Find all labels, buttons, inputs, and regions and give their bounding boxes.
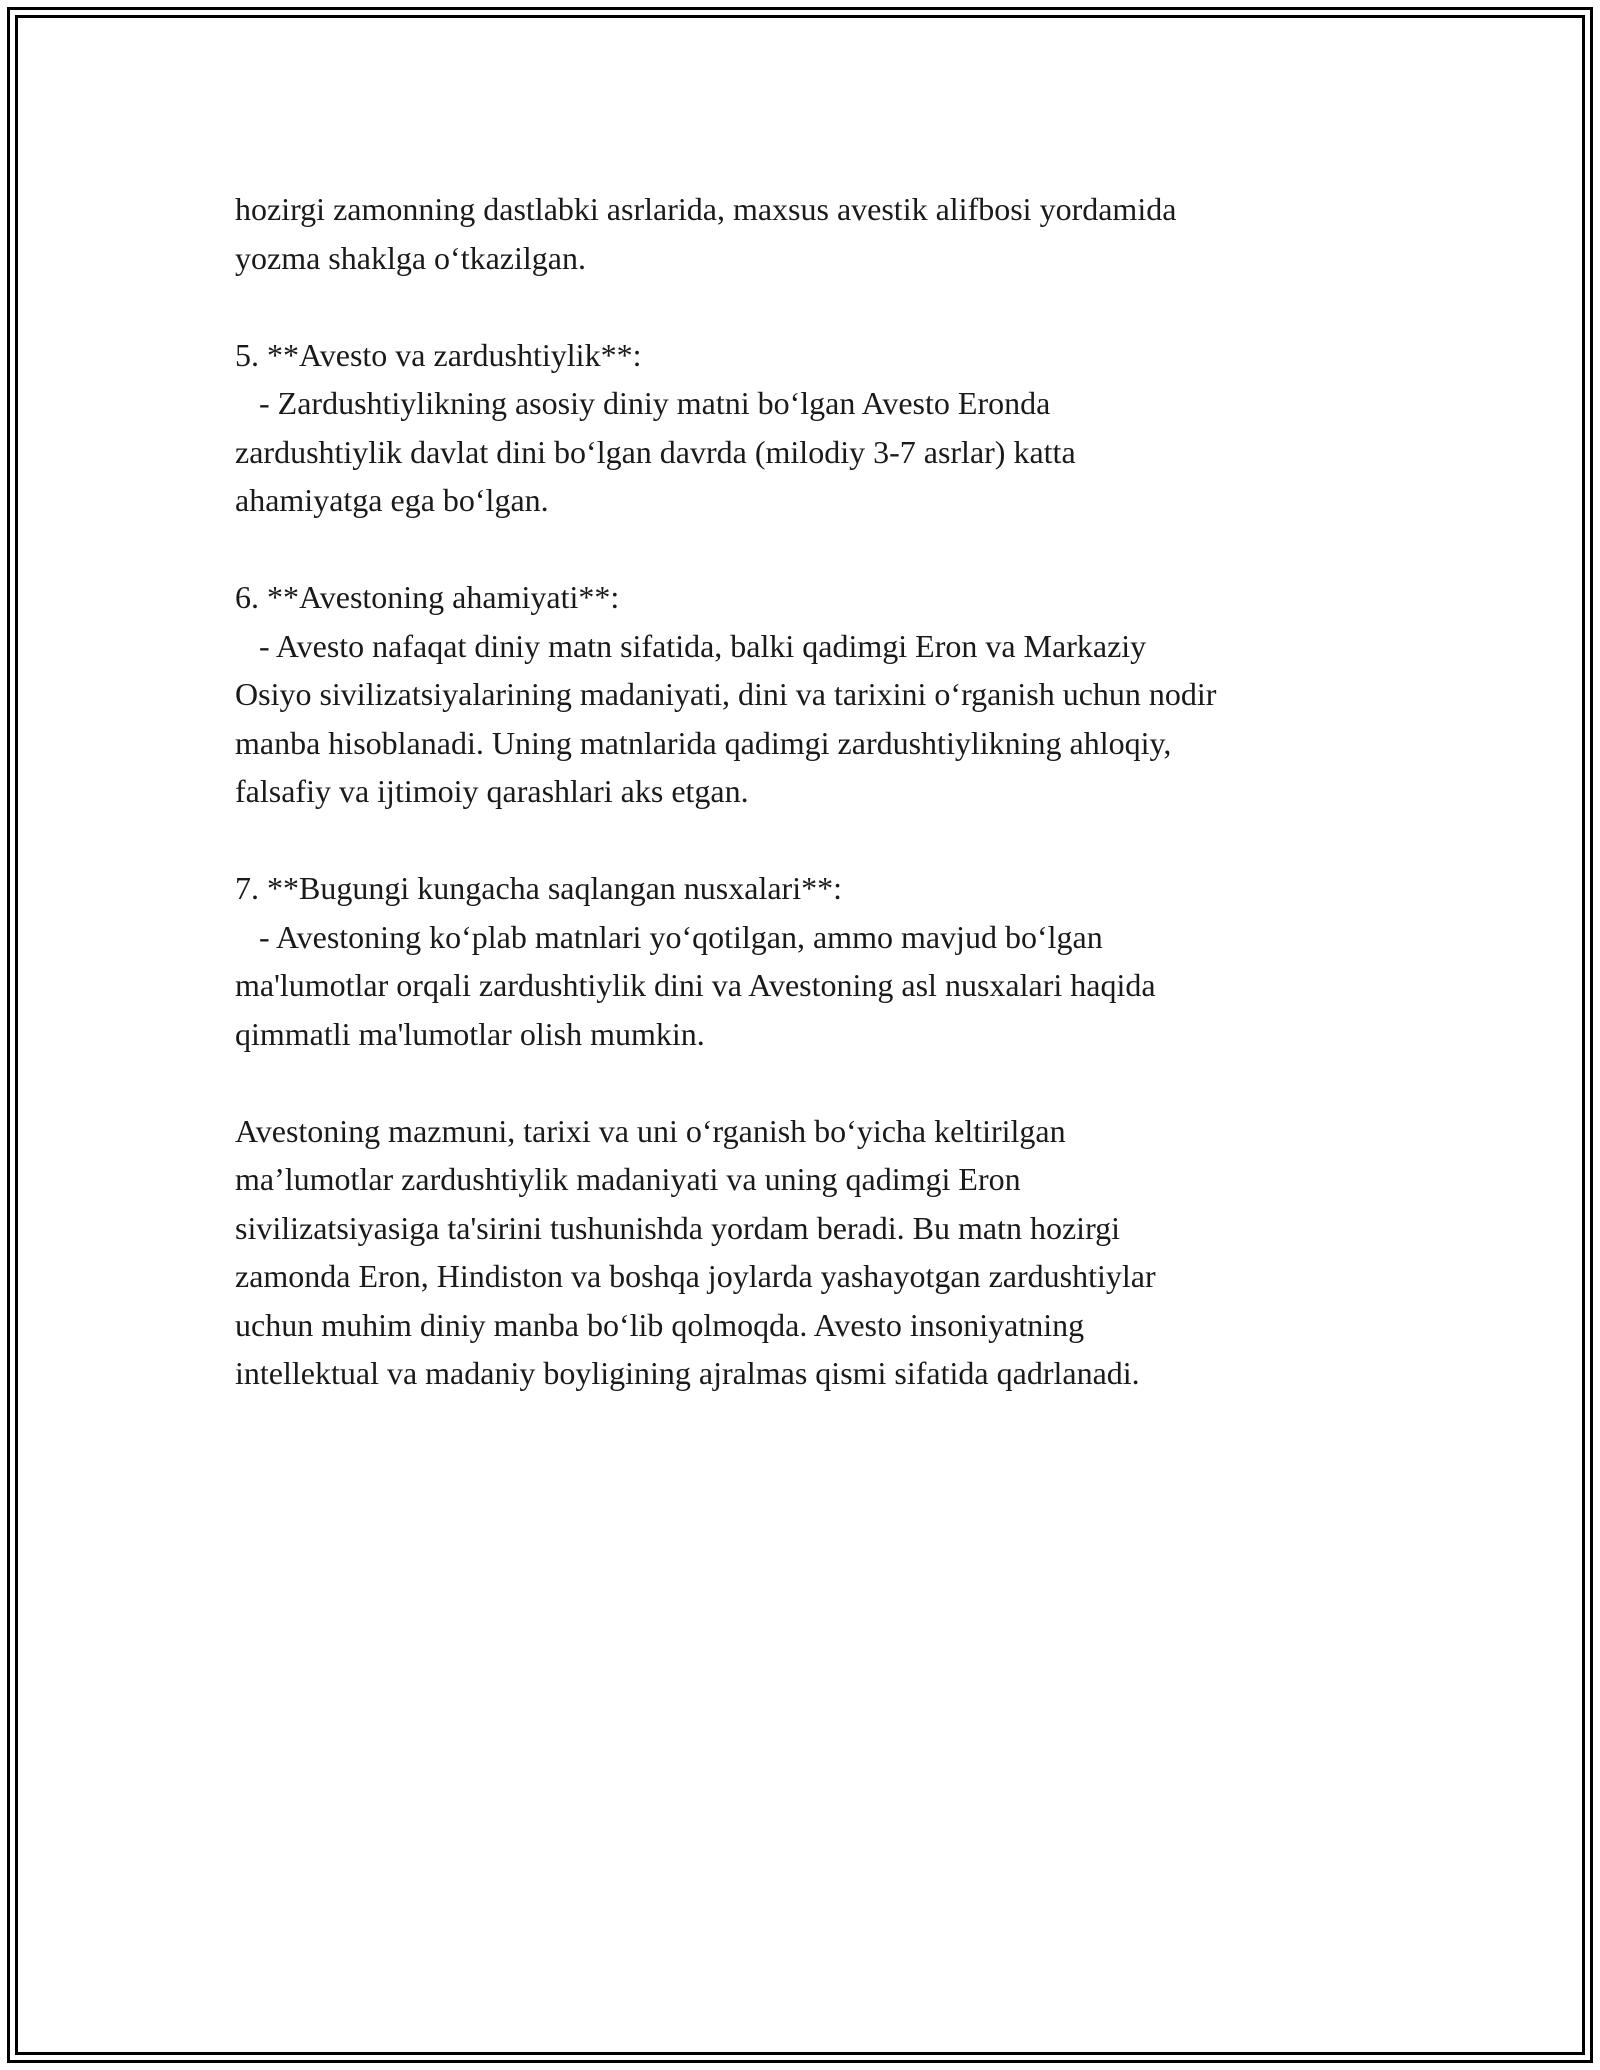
- document-body: [235, 185, 1405, 1398]
- text-line: ma’lumotlar zardushtiylik madaniyati va uning qadimgi Eron: [235, 1161, 1021, 1197]
- text-line: yozma shaklga o‘tkazilgan.: [235, 239, 586, 276]
- section-heading: 5. **Avesto va zardushtiylik**:: [235, 336, 642, 373]
- text-line: uchun muhim diniy manba bo‘lib qolmoqda. Avesto insoniyatning: [235, 1306, 1085, 1343]
- text-line: sivilizatsiyasiga ta'sirini tushunishda yordam beradi. Bu matn hozirgi: [235, 1209, 1121, 1246]
- text-line: zardushtiylik davlat dini bo‘lgan davrda (milodiy 3-7 asrlar) katta: [235, 433, 1076, 470]
- paragraph-spacer: [235, 816, 1405, 865]
- section-heading: 7. **Bugungi kungacha saqlangan nusxalari**:: [235, 870, 842, 906]
- text-line: - Avestoning ko‘plab matnlari yo‘qotilgan, ammo mavjud bo‘lgan: [235, 918, 1103, 955]
- text-line: Avestoning mazmuni, tarixi va uni o‘rganish bo‘yicha keltirilgan: [235, 1112, 1066, 1149]
- section-heading: 6. **Avestoning ahamiyati**:: [235, 579, 620, 615]
- text-line: - Avesto nafaqat diniy matn sifatida, balki qadimgi Eron va Markaziy: [235, 627, 1147, 664]
- section-6: [235, 573, 1405, 816]
- text-line: zamonda Eron, Hindiston va boshqa joylarda yashayotgan zardushtiylar: [235, 1258, 1156, 1294]
- intro-paragraph: [235, 185, 1405, 282]
- paragraph-spacer: [235, 282, 1405, 331]
- text-line: hozirgi zamonning dastlabki asrlarida, maxsus avestik alifbosi yordamida: [235, 191, 1177, 227]
- text-line: manba hisoblanadi. Uning matnlarida qadimgi zardushtiylikning ahloqiy,: [235, 724, 1172, 761]
- text-line: intellektual va madaniy boyligining ajralmas qismi sifatida qadrlanadi.: [235, 1355, 1140, 1391]
- text-line: falsafiy va ijtimoiy qarashlari aks etgan.: [235, 773, 749, 809]
- text-line: ahamiyatga ega bo‘lgan.: [235, 482, 549, 518]
- conclusion-paragraph: [235, 1107, 1405, 1398]
- text-line: ma'lumotlar orqali zardushtiylik dini va Avestoning asl nusxalari haqida: [235, 967, 1156, 1003]
- text-line: Osiyo sivilizatsiyalarining madaniyati, dini va tarixini o‘rganish uchun nodir: [235, 676, 1217, 712]
- paragraph-spacer: [235, 1058, 1405, 1107]
- text-line: - Zardushtiylikning asosiy diniy matni bo‘lgan Avesto Eronda: [235, 385, 1051, 421]
- paragraph-spacer: [235, 525, 1405, 574]
- section-7: [235, 864, 1405, 1058]
- section-5: [235, 331, 1405, 525]
- text-line: qimmatli ma'lumotlar olish mumkin.: [235, 1015, 705, 1052]
